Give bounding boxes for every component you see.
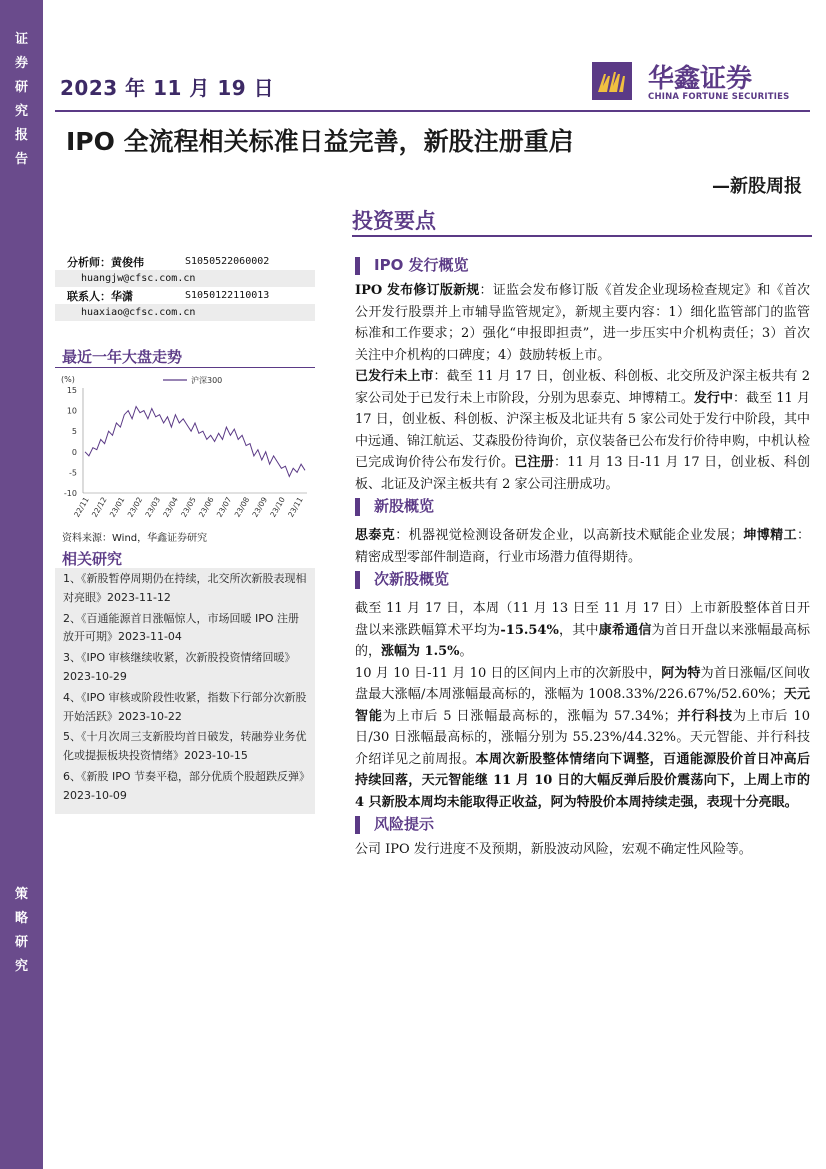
bold-value: 阿为特 <box>661 665 701 681</box>
section-risk <box>355 813 810 837</box>
analyst-cert: S1050522060002 <box>185 256 270 267</box>
section-title: 新股概览 <box>374 497 435 516</box>
contact-email-row <box>55 304 315 321</box>
x-tick-label: 23/09 <box>250 495 270 519</box>
x-tick-label: 22/12 <box>89 495 109 519</box>
bold-lead: 思泰克 <box>355 528 396 543</box>
y-tick-label: 0 <box>71 447 77 457</box>
section-title: 次新股概览 <box>374 570 450 589</box>
related-research-item[interactable]: 2、《百通能源首日涨幅惊人，市场回暖 IPO 注册放开可期》2023-11-04 <box>63 611 300 644</box>
analyst-row <box>55 253 315 270</box>
section-marker <box>355 257 360 275</box>
bold-value: 涨幅为 1.5% <box>381 644 460 659</box>
bold-lead: 已注册 <box>514 455 555 470</box>
x-tick-label: 23/11 <box>286 495 305 519</box>
x-tick-label: 23/08 <box>232 495 252 519</box>
text: 为首日涨幅/区间收盘最大涨幅/本周涨幅最高标的，涨幅为 1008.33%/226.67%/52.60%； <box>355 665 810 702</box>
text: ：精密成型零部件制造商，行业市场潜力值得期待。 <box>355 528 810 565</box>
section-marker <box>355 498 360 516</box>
related-research-box <box>55 568 315 814</box>
paragraph <box>355 366 810 495</box>
header-divider <box>55 110 810 112</box>
report-title: IPO 全流程相关标准日益完善，新股注册重启 <box>66 127 574 156</box>
bold-lead: 坤博精工 <box>743 528 797 543</box>
analyst-email-row <box>55 270 315 287</box>
market-trend-chart <box>55 370 315 528</box>
bold-lead: 已发行未上市 <box>355 369 434 384</box>
text: ：11 月 13 日-11 月 17 日，创业板、科创板、北证及沪深主板共有 2 家公司注册成功。 <box>355 455 810 492</box>
text: 。 <box>459 644 473 659</box>
logo-text-cn: 华鑫证券 <box>648 64 753 94</box>
report-date: 2023 年 11 月 19 日 <box>60 76 275 100</box>
key-points-divider <box>352 235 812 237</box>
text: 为上市后 10 日/30 日涨幅最高标的，涨幅分别为 55.23%/44.32%。天元智能、并行科技介绍详见之前周报。 <box>355 708 810 767</box>
related-research-item[interactable]: 5、《十月次周三支新股均首日破发，转融券业务优化或提振板块投资情绪》2023-10-15 <box>63 730 307 763</box>
chart-source: 资料来源：Wind，华鑫证券研究 <box>62 533 208 544</box>
paragraph <box>355 280 810 366</box>
company-logo <box>592 58 792 108</box>
x-tick-label: 22/11 <box>72 495 91 519</box>
text: 为首日开盘以来涨幅最高标的， <box>355 622 810 659</box>
section-ipo-overview <box>355 254 810 278</box>
x-tick-label: 23/06 <box>196 495 216 519</box>
contact-email[interactable]: huaxiao@cfsc.com.cn <box>81 307 196 318</box>
related-research-item[interactable]: 4、《IPO 审核或阶段性收紧，指数下行部分次新股开始活跃》2023-10-22 <box>63 690 307 723</box>
x-tick-label: 23/07 <box>214 495 234 519</box>
report-subtitle: —新股周报 <box>712 176 802 197</box>
paragraph <box>355 663 810 814</box>
y-tick-label: -10 <box>63 489 77 498</box>
related-research-list <box>55 568 315 806</box>
section-title: IPO 发行概览 <box>374 256 469 275</box>
section-new-stocks <box>355 495 810 519</box>
sidebar <box>0 0 43 1169</box>
text: 10 月 10 日-11 月 10 日的区间内上市的次新股中， <box>355 665 662 681</box>
bold-value: 本周次新股整体情绪向下调整，百通能源股价首日冲高后持续回落，天元智能继 11 月 10 日的大幅反弹后股价震荡向下，上周上市的 4 只新股本周均未能取得正收益，阿为特股价本周持续走强，表现十分亮眼。 <box>355 751 810 810</box>
section-marker <box>355 571 360 589</box>
x-tick-label: 23/04 <box>161 495 180 519</box>
logo-text-en: CHINA FORTUNE SECURITIES <box>648 92 790 102</box>
text: ：机器视觉检测设备研发企业，以高新技术赋能企业发展； <box>395 528 743 543</box>
text: 为上市后 5 日涨幅最高标的，涨幅为 57.34%； <box>382 708 677 724</box>
key-points-heading: 投资要点 <box>352 209 436 233</box>
x-tick-label: 23/01 <box>107 495 127 519</box>
text: ，其中 <box>558 622 599 638</box>
chart-section-title: 最近一年大盘走势 <box>62 348 183 366</box>
bold-lead: 发行中 <box>693 390 733 406</box>
bold-lead: IPO 发布修订版新规 <box>355 283 480 298</box>
key-points-body <box>355 254 810 861</box>
x-tick-label: 23/10 <box>268 495 287 519</box>
section-marker <box>355 816 360 834</box>
y-axis-label: (%) <box>61 375 75 384</box>
y-tick-label: -5 <box>69 468 77 478</box>
legend-label: 沪深300 <box>191 376 223 385</box>
x-tick-label: 23/05 <box>179 495 198 519</box>
bold-value: 康希通信 <box>598 622 652 638</box>
y-tick-label: 5 <box>71 427 77 437</box>
bold-value: 并行科技 <box>676 708 733 724</box>
section-title: 风险提示 <box>374 815 435 834</box>
sidebar-category: 策 略 研 究 <box>14 887 28 974</box>
analyst-block <box>55 253 315 321</box>
paragraph <box>355 598 810 663</box>
text: ：截至 11 月 17 日，创业板、科创板、沪深主板及北证共有 5 家公司处于发行中阶段，其中中远通、锦江航运、艾森股份待询价，京仪装备已公布发行价待申购，中机认检已完成询价待公布发行价。 <box>355 390 811 470</box>
bold-value: 天元智能 <box>355 687 810 724</box>
contact-name: 联系人：华潇 <box>67 289 133 303</box>
contact-cert: S1050122110013 <box>185 290 270 301</box>
text: ：截至 11 月 17 日，创业板、科创板、北交所及沪深主板共有 2 家公司处于已发行未上市阶段，分别为思泰克、坤博精工。 <box>355 369 810 406</box>
paragraph: 公司 IPO 发行进度不及预期，新股波动风险，宏观不确定性风险等。 <box>355 842 752 857</box>
text: 截至 11 月 17 日，本周（11 月 13 日至 11 月 17 日）上市新股整体首日开盘以来涨跌幅算术平均为 <box>355 601 810 638</box>
section-sub-new-stocks <box>355 568 810 592</box>
logo-mark-icon <box>592 62 632 100</box>
x-tick-label: 23/02 <box>125 495 145 519</box>
analyst-email[interactable]: huangjw@cfsc.com.cn <box>81 273 196 284</box>
sidebar-report-type: 证 券 研 究 报 告 <box>14 32 28 167</box>
related-research-item[interactable]: 6、《新股 IPO 节奏平稳，部分优质个股超跌反弹》2023-10-09 <box>63 769 305 802</box>
analyst-name: 分析师：黄俊伟 <box>67 255 144 269</box>
series-line-hs300 <box>85 407 305 477</box>
chart-divider <box>55 367 315 368</box>
x-tick-label: 23/03 <box>143 495 163 519</box>
related-research-item[interactable]: 3、《IPO 审核继续收紧，次新股投资情绪回暖》2023-10-29 <box>63 651 296 683</box>
y-tick-label: 10 <box>66 406 77 416</box>
y-tick-label: 15 <box>66 386 77 395</box>
related-research-item[interactable]: 1、《新股暂停周期仍在持续，北交所次新股表现相对亮眼》2023-11-12 <box>63 572 307 604</box>
contact-row <box>55 287 315 304</box>
paragraph <box>355 525 810 568</box>
text: ：证监会发布修订版《首发企业现场检查规定》和《首次公开发行股票并上市辅导监管规定》，新规主要内容：1）细化监管部门的监管标准和工作要求；2）强化“申报即担责”，进一步压实中介机构责任；3）首次关注中介机构的口碑度；4）鼓励转板上市。 <box>355 283 810 363</box>
related-research-title: 相关研究 <box>62 550 123 568</box>
bold-value: -15.54% <box>500 622 559 638</box>
